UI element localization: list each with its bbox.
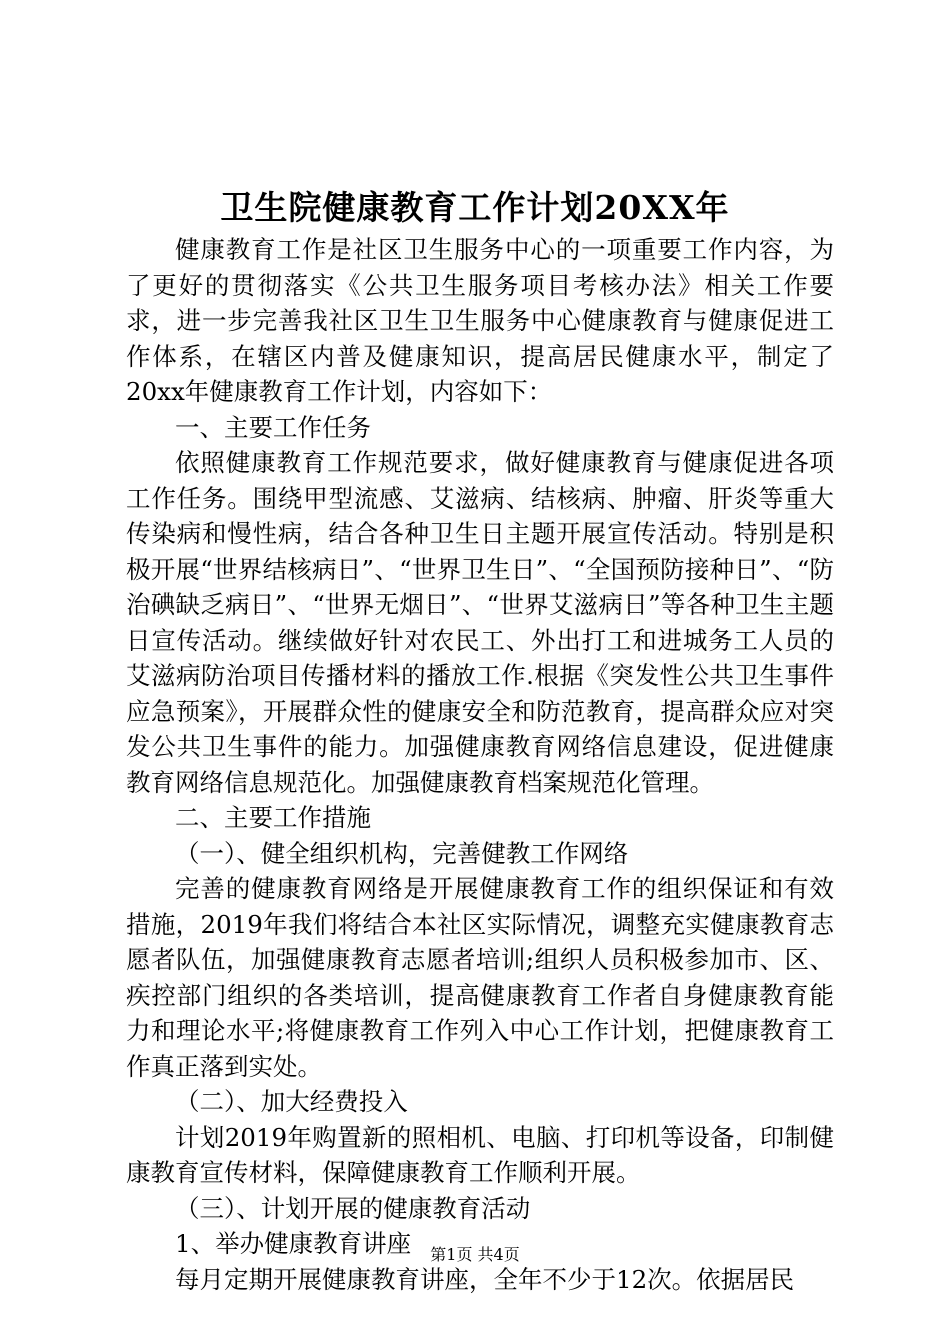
funding-paragraph: 计划2019年购置新的照相机、电脑、打印机等设备，印制健康教育宣传材料，保障健康教育工作顺利开展。 <box>126 1122 834 1187</box>
page-footer: 第1页 共4页 <box>430 1245 520 1264</box>
main-tasks-paragraph: 依照健康教育工作规范要求，做好健康教育与健康促进各项工作任务。围绕甲型流感、艾滋病、结核病、肿瘤、肝炎等重大传染病和慢性病，结合各种卫生日主题开展宣传活动。特别是积极开展“世界结核病日”、“世界卫生日”、“全国预防接种日”、“防治碘缺乏病日”、“世界无烟日”、“世界艾滋病日”等各种卫生主题日宣传活动。继续做好针对农民工、外出打工和进城务工人员的艾滋病防治项目传播材料的播放工作.根据《突发性公共卫生事件应急预案》，开展群众性的健康安全和防范教育，提高群众应对突发公共卫生事件的能力。加强健康教育网络信息建设，促进健康教育网络信息规范化。加强健康教育档案规范化管理。 <box>126 448 834 797</box>
subheading-activities: （三）、计划开展的健康教育活动 <box>175 1193 531 1223</box>
intro-paragraph: 健康教育工作是社区卫生服务中心的一项重要工作内容，为了更好的贯彻落实《公共卫生服务项目考核办法》相关工作要求，进一步完善我社区卫生卫生服务中心健康教育与健康促进工作体系，在辖区内普及健康知识，提高居民健康水平，制定了20xx年健康教育工作计划，内容如下： <box>126 235 834 406</box>
lectures-paragraph: 每月定期开展健康教育讲座，全年不少于12次。依据居民 <box>175 1264 795 1294</box>
subheading-funding: （二）、加大经费投入 <box>175 1087 408 1116</box>
document-title: 卫生院健康教育工作计划20XX年 <box>220 188 730 227</box>
section-heading-measures: 二、主要工作措施 <box>175 803 371 832</box>
organization-paragraph: 完善的健康教育网络是开展健康教育工作的组织保证和有效措施，2019年我们将结合本社区实际情况，调整充实健康教育志愿者队伍，加强健康教育志愿者培训;组织人员积极参加市、区、疾控部门组织的各类培训，提高健康教育工作者自身健康教育能力和理论水平;将健康教育工作列入中心工作计划，把健康教育工作真正落到实处。 <box>126 874 834 1081</box>
document-body <box>126 232 834 1297</box>
activity-item-lectures: 1、举办健康教育讲座 <box>175 1229 412 1258</box>
section-heading-main-tasks: 一、主要工作任务 <box>175 412 371 442</box>
subheading-organization: （一）、健全组织机构，完善健教工作网络 <box>175 838 629 868</box>
